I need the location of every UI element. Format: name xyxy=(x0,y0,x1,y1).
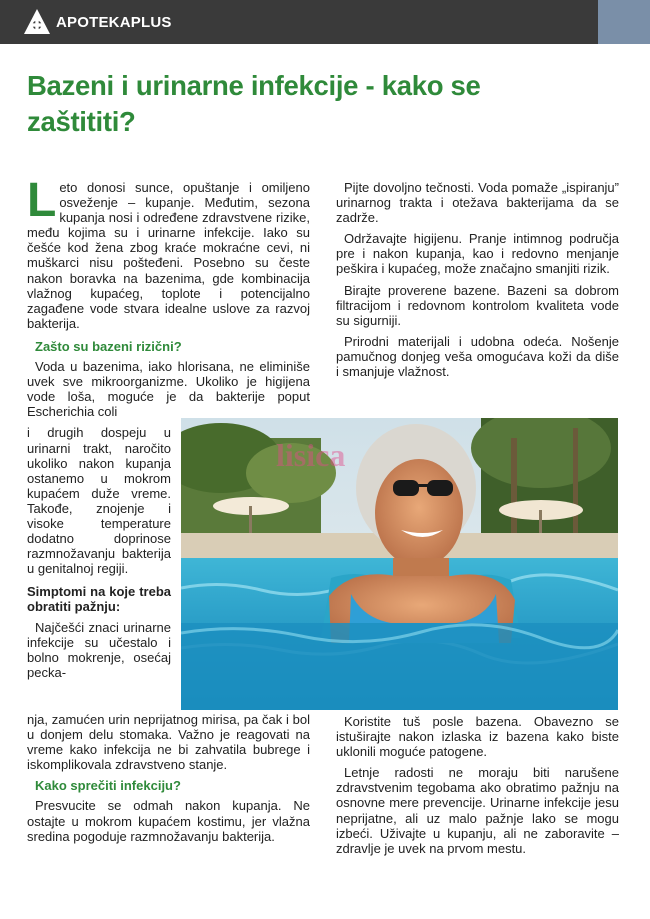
closing-paragraph: Letnje radosti ne moraju biti narušene zdravstvenim tegobama ako obratimo pažnju na osnovne mere prevencije. Urinarne infekcije jesu neprijatne, ali uz malo pažnje lako se mogu izbeći. Uživajte u kupanju, ali ne zaboravite – zdravlje je uvek na prvom mestu. xyxy=(336,765,619,856)
header-tab xyxy=(598,0,650,44)
left-column-bottom xyxy=(27,712,310,850)
brand-apoteka: APOTEKA xyxy=(56,14,131,31)
symptoms-paragraph-b: nja, zamućen urin neprijatnog mirisa, pa čak i bol u donjem delu stomaka. Važno je reagovati na vreme kako infekcija ne bi zahvatila bubrege i iskomplikovala zdravstveno stanje. xyxy=(27,712,310,773)
risk-paragraph-b: i drugih dospeju u urinarni trakt, naročito ukoliko nakon kupanja ostanemo u mokrom kupaćem duže vreme. Takođe, znojenje i visoke temperature dodatno doprinose razmnožavanju bakterija u genitalnoj regiji. xyxy=(27,425,171,577)
symptoms-paragraph-a: Najčešći znaci urinarne infekcije su učestalo i bolno mokrenje, osećaj pecka- xyxy=(27,619,171,680)
heading-risk: Zašto su bazeni rizični? xyxy=(35,338,182,354)
brand-name xyxy=(56,14,172,31)
pool-photo-illustration xyxy=(181,418,618,710)
intro-paragraph xyxy=(27,174,310,331)
narrow-text-block xyxy=(27,425,171,680)
right-column xyxy=(336,180,619,385)
prevent-paragraph-5: Prirodni materijali i udobna odeća. Nošenje pamučnog donjeg veša omogućava koži da diše i smanjuje vlažnost. xyxy=(336,333,619,380)
photo-watermark: lisica xyxy=(276,437,346,473)
pool-photo xyxy=(181,418,618,710)
header-bar xyxy=(0,0,650,44)
article-title: Bazeni i urinarne infekcije - kako se zaštititi? xyxy=(27,70,481,137)
apoteka-logo-icon xyxy=(22,7,52,37)
prevent-paragraph-6: Koristite tuš posle bazena. Obavezno se istuširajte nakon izlaska iz bazena kako biste uklonili moguće patogene. xyxy=(336,714,619,760)
heading-symptoms: Simptomi na koje treba obratiti pažnju: xyxy=(27,584,171,615)
right-column-bottom xyxy=(336,714,619,862)
prevent-paragraph-2: Pijte dovoljno tečnosti. Voda pomaže „ispiranju” urinarnog trakta i otežava bakterijama da se zadrže. xyxy=(336,180,619,226)
risk-paragraph-a: Voda u bazenima, iako hlorisana, ne eliminiše uvek sve mikroorganizme. Ukoliko je higijena vode loša, moguće je da bakterije poput Escherichia coli xyxy=(27,359,310,420)
drop-cap: L xyxy=(27,174,57,227)
intro-text: eto donosi sunce, opuštanje i omiljeno osveženje – kupanje. Međutim, sezona kupanja nosi i određene zdravstvene rizike, među kojima su i urinarne infekcije. Iako su češće kod žena zbog kraće mokraćne cevi, ni muškarci nisu pošteđeni. Posebno su česte nakon boravka na bazenima, gde kombinacija vlažnog kupaćeg, toplote i potencijalno zagađene vode stvara idealne uslove za razvoj bakterija. xyxy=(27,180,310,331)
heading-prevent: Kako sprečiti infekciju? xyxy=(35,778,181,794)
prevent-paragraph-3: Održavajte higijenu. Pranje intimnog područja pre i nakon kupanja, kao i redovno menjanje peškira i kupaćeg, može značajno smanjiti rizik. xyxy=(336,231,619,277)
prevent-paragraph-1: Presvucite se odmah nakon kupanja. Ne ostajte u mokrom kupaćem kostimu, jer vlažna sredina pogoduje razmnožavanju bakterija. xyxy=(27,798,310,844)
prevent-paragraph-4: Birajte proverene bazene. Bazeni sa dobrom filtracijom i redovnom kontrolom kvaliteta vode su sigurniji. xyxy=(336,282,619,328)
brand-plus: PLUS xyxy=(130,14,172,31)
